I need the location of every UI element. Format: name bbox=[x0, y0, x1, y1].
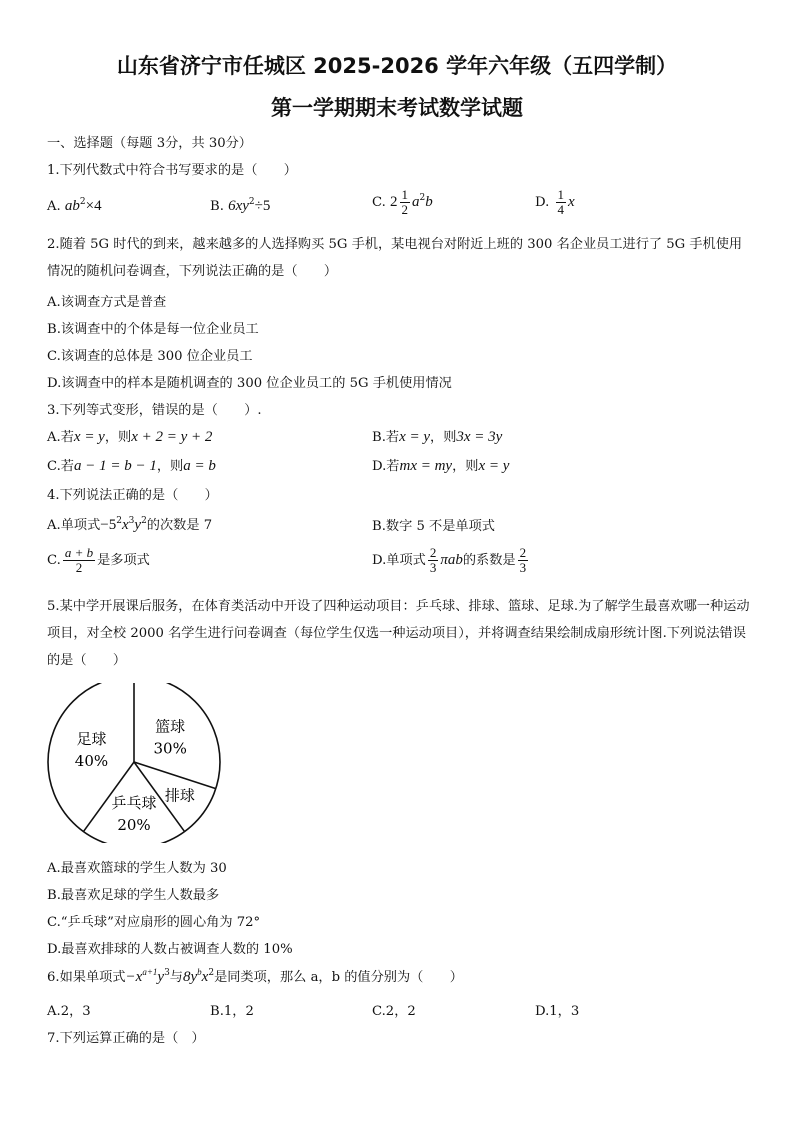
q3-c-mid: ，则 bbox=[156, 459, 184, 474]
q1-b-label: B. bbox=[210, 199, 224, 214]
q4-option-a bbox=[47, 514, 212, 534]
q6-m1-y: y bbox=[157, 969, 165, 985]
q3-d-res: x = y bbox=[478, 458, 510, 474]
q1-option-c bbox=[372, 188, 433, 217]
q4-a-y: y bbox=[134, 517, 142, 533]
q4-d-mono: πab bbox=[440, 552, 463, 568]
q4-a-x: x bbox=[121, 517, 129, 533]
q1-d-den: 4 bbox=[557, 202, 564, 217]
q4-option-b: B.数字 5 不是单项式 bbox=[372, 519, 495, 534]
q3-c-cond: a − 1 = b − 1 bbox=[74, 458, 157, 474]
q3-d-mid: ，则 bbox=[452, 459, 479, 474]
q3-option-b bbox=[372, 426, 502, 446]
q1-d-x: x bbox=[568, 194, 575, 210]
q4-d-pre: D.单项式 bbox=[372, 553, 426, 568]
q4-a-coef: −5 bbox=[100, 517, 117, 533]
q4-a-e3: 2 bbox=[141, 516, 147, 526]
pie-slice-value: 40% bbox=[74, 752, 109, 771]
q1-c-den: 2 bbox=[401, 202, 409, 217]
q6-option-b: B.1，2 bbox=[210, 1004, 254, 1019]
q3-option-c bbox=[47, 455, 216, 475]
q3-c-res: a = b bbox=[183, 458, 216, 474]
pie-slice-label: 乒乓球 bbox=[111, 793, 157, 812]
pie-slice-value: 20% bbox=[117, 815, 151, 834]
q6-m1: −x bbox=[125, 969, 143, 985]
q1-b-expr: 6xy bbox=[228, 198, 249, 214]
q4-a-e1: 2 bbox=[116, 516, 122, 526]
q3-b-pre: B.若 bbox=[372, 430, 400, 445]
q6-option-c: C.2，2 bbox=[372, 1004, 416, 1019]
q1-b-exp: 2 bbox=[248, 197, 255, 207]
section-heading: 一、选择题（每题 3分，共 30分） bbox=[47, 136, 252, 151]
q6-m2-x: x bbox=[201, 969, 209, 985]
q3-c-pre: C.若 bbox=[47, 459, 74, 474]
q3-b-res: 3x = 3y bbox=[456, 429, 503, 445]
q4-c-num: a + b bbox=[64, 545, 94, 560]
q1-d-label: D. bbox=[535, 195, 550, 210]
q6-option-d: D.1，3 bbox=[535, 1004, 580, 1019]
q5-option-b: B.最喜欢足球的学生人数最多 bbox=[47, 888, 220, 903]
q4-d-num: 2 bbox=[429, 545, 437, 560]
q5-option-c: C.“乒乓球”对应扇形的圆心角为 72° bbox=[47, 915, 261, 930]
q1-a-exp: 2 bbox=[79, 197, 86, 207]
q3-b-cond: x = y bbox=[399, 429, 431, 445]
q6-option-a: A.2，3 bbox=[47, 1004, 91, 1019]
q3-b-mid: ，则 bbox=[430, 430, 457, 445]
q4-c-label: C. bbox=[47, 553, 61, 568]
q7-stem: 7.下列运算正确的是（ ） bbox=[47, 1031, 205, 1046]
q1-option-a bbox=[47, 198, 102, 215]
q2-option-a: A.该调查方式是普查 bbox=[47, 295, 167, 310]
exam-title-line2: 第一学期期末考试数学试题 bbox=[271, 96, 523, 120]
q6-stem bbox=[47, 966, 463, 986]
q4-c-den: 2 bbox=[75, 560, 83, 575]
q6-stem-pre: 6.如果单项式 bbox=[47, 970, 126, 985]
q3-a-mid: ，则 bbox=[104, 430, 132, 445]
q1-b-tail: ÷5 bbox=[254, 198, 271, 214]
q1-c-int: 2 bbox=[390, 194, 398, 210]
q4-d-num2: 2 bbox=[519, 545, 527, 560]
q1-a-tail: ×4 bbox=[85, 198, 102, 214]
q4-c-fraction bbox=[63, 546, 95, 575]
q3-d-pre: D.若 bbox=[372, 459, 400, 474]
q1-option-d bbox=[535, 188, 575, 217]
q6-stem-post: 是同类项，那么 a，b 的值分别为（ ） bbox=[214, 970, 463, 985]
q6-m2-exp: b bbox=[197, 967, 202, 977]
q2-option-b: B.该调查中的个体是每一位企业员工 bbox=[47, 322, 259, 337]
q4-d-den: 3 bbox=[429, 560, 437, 575]
q5-stem: 5.某中学开展课后服务，在体育类活动中开设了四种运动项目：乒乓球、排球、篮球、足球.为了解学生最喜欢哪一种运动项目，对全校 2000 名学生进行问卷调查（每位学生仅选一种运动项目），并将调查结果绘制成扇形统计图.下列说法错误的是（ ） bbox=[47, 599, 750, 668]
q4-option-d bbox=[372, 546, 530, 575]
pie-slice-label: 足球 bbox=[76, 730, 107, 749]
q4-d-fraction bbox=[428, 546, 439, 575]
q2-option-c: C.该调查的总体是 300 位企业员工 bbox=[47, 349, 253, 364]
q4-c-post: 是多项式 bbox=[97, 553, 150, 568]
pie-slice-label: 排球 bbox=[164, 786, 195, 805]
q4-a-pre: A.单项式 bbox=[47, 518, 101, 533]
q3-a-pre: A.若 bbox=[47, 430, 74, 445]
q6-m2-xexp: 2 bbox=[208, 968, 215, 978]
q6-mid: 与 bbox=[169, 970, 183, 985]
q6-m1-yexp: 3 bbox=[164, 968, 170, 978]
pie-slice-label: 篮球 bbox=[155, 717, 186, 736]
q1-c-fraction bbox=[400, 188, 411, 217]
q1-a-label: A. bbox=[47, 199, 61, 214]
q2-stem: 2.随着 5G 时代的到来，越来越多的人选择购买 5G 手机，某电视台对附近上班的 300 名企业员工进行了 5G 手机使用情况的随机问卷调查，下列说法正确的是（ ） bbox=[47, 237, 743, 279]
q6-m2: 8y bbox=[182, 969, 198, 985]
pie-chart bbox=[44, 683, 234, 843]
q3-d-cond: mx = my bbox=[399, 458, 453, 474]
q4-stem: 4.下列说法正确的是（ ） bbox=[47, 488, 218, 503]
q5-option-a: A.最喜欢篮球的学生人数为 30 bbox=[47, 861, 227, 876]
q1-a-expr: ab bbox=[64, 198, 80, 214]
q1-c-label: C. bbox=[372, 195, 386, 210]
q1-option-b bbox=[210, 198, 270, 215]
q1-c-b: b bbox=[425, 194, 433, 210]
q4-d-fraction2 bbox=[518, 546, 529, 575]
q5-option-d: D.最喜欢排球的人数占被调查人数的 10% bbox=[47, 942, 293, 957]
q1-d-fraction bbox=[556, 188, 567, 217]
q3-a-cond: x = y bbox=[73, 429, 105, 445]
q1-c-a: a bbox=[412, 194, 420, 210]
q2-option-d: D.该调查中的样本是随机调查的 300 位企业员工的 5G 手机使用情况 bbox=[47, 376, 452, 391]
q3-a-res: x + 2 = y + 2 bbox=[131, 429, 213, 445]
q1-c-exp: 2 bbox=[419, 193, 426, 203]
q1-d-num: 1 bbox=[557, 187, 564, 202]
q4-a-post: 的次数是 7 bbox=[146, 518, 213, 533]
exam-title-line1: 山东省济宁市任城区 2025-2026 学年六年级（五四学制） bbox=[116, 54, 678, 78]
q3-option-d bbox=[372, 455, 509, 475]
q4-d-den2: 3 bbox=[519, 560, 527, 575]
q4-a-e2: 3 bbox=[128, 516, 135, 526]
q1-c-num: 1 bbox=[401, 187, 409, 202]
q4-option-c bbox=[47, 546, 150, 575]
pie-group bbox=[48, 683, 220, 843]
pie-slice-value: 30% bbox=[153, 739, 187, 758]
q4-d-mid: 的系数是 bbox=[462, 553, 516, 568]
q1-stem: 1.下列代数式中符合书写要求的是（ ） bbox=[47, 163, 297, 178]
q3-stem: 3.下列等式变形，错误的是（ ）. bbox=[47, 403, 262, 418]
q6-m1-exp: a+1 bbox=[142, 967, 158, 977]
q3-option-a bbox=[47, 426, 212, 446]
